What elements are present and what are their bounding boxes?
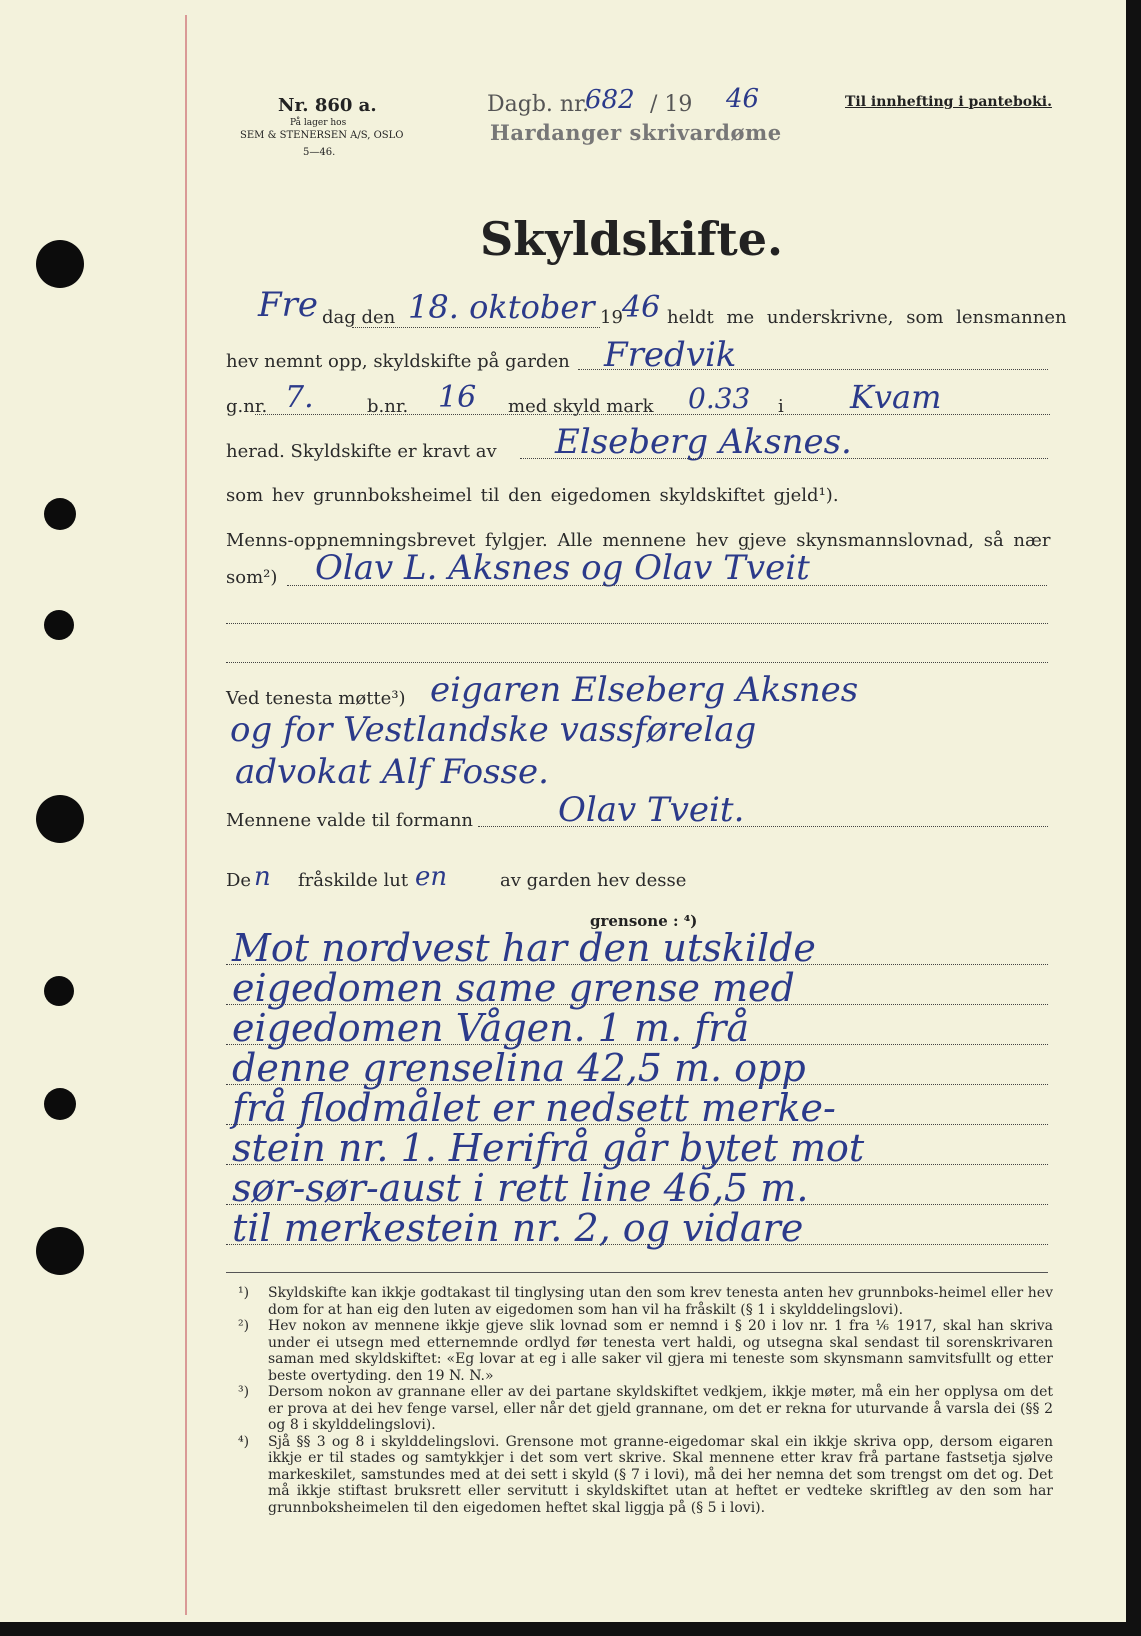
court-stamp: Hardanger skrivardøme [490,120,782,145]
dotted-rule [352,327,600,328]
kravt-hand: Elseberg Aksnes. [555,422,852,462]
dotted-rule [226,1084,1048,1085]
den-hand-b: en [415,862,448,892]
footnote-text: Dersom nokon av grannane eller av dei partane skyldskiftet vedkjem, ikkje møter, må ein her opplysa om det er prova at dei hev fenge varsel, eller når det gjeld grannane, om det er rekna for uturvande å varsla dei (§§ 2 og 8 i skylddelingslovi). [268,1384,1053,1433]
day-hand: Fre [258,285,318,325]
footnote-mark: ²) [238,1318,250,1334]
dotted-rule [226,964,1048,965]
year-prefix: 19 [600,307,623,328]
binder-hole [36,1227,84,1275]
dotted-rule [226,1244,1048,1245]
grensone-line: denne grenselina 42,5 m. opp [232,1046,806,1090]
ved-hand-3: advokat Alf Fosse. [235,752,549,792]
footnote-text: Sjå §§ 3 og 8 i skylddelingslovi. Grensone mot granne-eigedomar skal ein ikkje skriva opp, dersom eigaren ikkje er til stades og samtykkjer i det som vert skrive. Skal mennene etter krav frå partane fastsetja sjølve markeskilet, samstundes med at dei sett i skyld (§ 7 i lovi), må dei her nemna det som trengst om det og. Det må ikkje stiftast bruksrett eller servitutt i skyldskiftet utan at heftet er vedteke skriftleg av den som har grunnboksheimelen til den eigedomen heftet skal liggja på (§ 5 i lovi). [268,1433,1053,1516]
line1-rest: heldt me underskrivne, som lensmannen [667,307,1067,328]
dotted-rule [255,414,1050,415]
formann-hand: Olav Tveit. [558,790,745,830]
dagb-year: 46 [726,84,760,114]
dagb-year-prefix: / 19 [650,92,693,117]
dotted-rule [226,623,1048,624]
binder-hole [36,240,84,288]
garden-hand: Fredvik [604,335,737,375]
dotted-rule [226,1204,1048,1205]
dag-den-label: dag den [322,307,396,328]
dagb-number: 682 [585,85,635,115]
i-label: i [778,396,784,417]
dotted-rule [226,1044,1048,1045]
som-hand: Olav L. Aksnes og Olav Tveit [315,548,810,588]
footnote-mark: ³) [238,1384,250,1400]
ved-hand-2: og for Vestlandske vassførelag [230,710,757,750]
footnote [238,1434,1053,1517]
printer-line-2: SEM & STENERSEN A/S, OSLO [240,130,404,141]
grensone-label: grensone : ⁴) [590,912,698,930]
page-title: Skyldskifte. [480,212,784,266]
line4-label: herad. Skyldskifte er kravt av [226,441,497,462]
form-number: Nr. 860 a. [278,95,377,116]
dotted-rule [226,662,1048,663]
line5: som hev grunnboksheimel til den eigedomen skyldskiftet gjeld¹). [226,485,839,506]
den-label-c: av garden hev desse [500,870,687,891]
binder-hole [44,1088,76,1120]
ved-hand-1: eigaren Elseberg Aksnes [430,670,859,710]
footnote [238,1318,1053,1384]
grensone-line: Mot nordvest har den utskilde [232,926,816,970]
printer-line-3: 5—46. [303,147,336,158]
footnote-text: Skyldskifte kan ikkje godtakast til tinglysing utan den som krev tenesta anten hev grunnboks-heimel eller hev dom for at han eig den luten av eigedomen som han vil ha fråskilt (§ 1 i skylddelingslovi). [268,1285,1053,1318]
grensone-line: stein nr. 1. Herifrå går bytet mot [232,1126,865,1170]
footnote-mark: ¹) [238,1285,250,1301]
printer-line-1: På lager hos [290,118,347,128]
dotted-rule [226,1164,1048,1165]
footnote-separator [226,1272,1048,1273]
dotted-rule [478,826,1048,827]
dotted-rule [226,1124,1048,1125]
grensone-line: frå flodmålet er nedsett merke- [232,1086,836,1130]
dagb-label: Dagb. nr. [487,92,590,117]
binder-hole [44,976,74,1006]
footnote-mark: ⁴) [238,1433,250,1450]
line6: Menns-oppnemningsbrevet fylgjer. Alle mennene hev gjeve skynsmannslovnad, så nær [226,530,1051,551]
grensone-line: sør-sør-aust i rett line 46,5 m. [232,1166,809,1210]
year-hand: 46 [622,290,661,325]
den-hand-a: n [254,862,271,892]
dotted-rule [226,1004,1048,1005]
line2-label: hev nemnt opp, skyldskifte på garden [226,351,570,372]
skyld-hand: 0.33 [688,382,751,415]
grensone-line: til merkestein nr. 2, og vidare [232,1206,804,1250]
gnr-label: g.nr. [226,396,268,417]
skyld-label: med skyld mark [508,396,654,417]
top-right-note: Til innhefting i panteboki. [845,94,1052,110]
dotted-rule [520,458,1048,459]
dotted-rule [578,369,1048,370]
footnote [238,1384,1053,1434]
footnotes [238,1285,1053,1516]
date-hand: 18. oktober [408,288,595,326]
ved-label: Ved tenesta møtte³) [226,688,406,709]
den-label-a: De [226,870,252,891]
footnote-text: Hev nokon av mennene ikkje gjeve slik lovnad som er nemnd i § 20 i lov nr. 1 fra ⅙ 1917, skal han skriva under ei utsegn med etternemnde ordlyd før tenesta vert haldi, og utsegna skal sendast til sorenskrivaren saman med skyldskiftet: «Eg lovar at eg i alle saker vil gjera mi teneste som skynsmann samvitsfullt og etter beste overtyding. den 19 N. N.» [268,1318,1053,1384]
som-label: som²) [226,567,278,588]
bnr-hand: 16 [438,380,477,415]
gnr-hand: 7. [285,380,314,415]
den-label-b: fråskilde lut [298,870,409,891]
bnr-label: b.nr. [367,396,409,417]
footnote [238,1285,1053,1318]
binder-hole [36,795,84,843]
dotted-rule [287,585,1047,586]
formann-label: Mennene valde til formann [226,810,473,831]
binder-hole [44,498,76,530]
binder-hole [44,610,74,640]
margin-line [185,15,187,1615]
herad-hand: Kvam [850,378,942,416]
grensone-line: eigedomen Vågen. 1 m. frå [232,1006,750,1050]
grensone-line: eigedomen same grense med [232,966,795,1010]
